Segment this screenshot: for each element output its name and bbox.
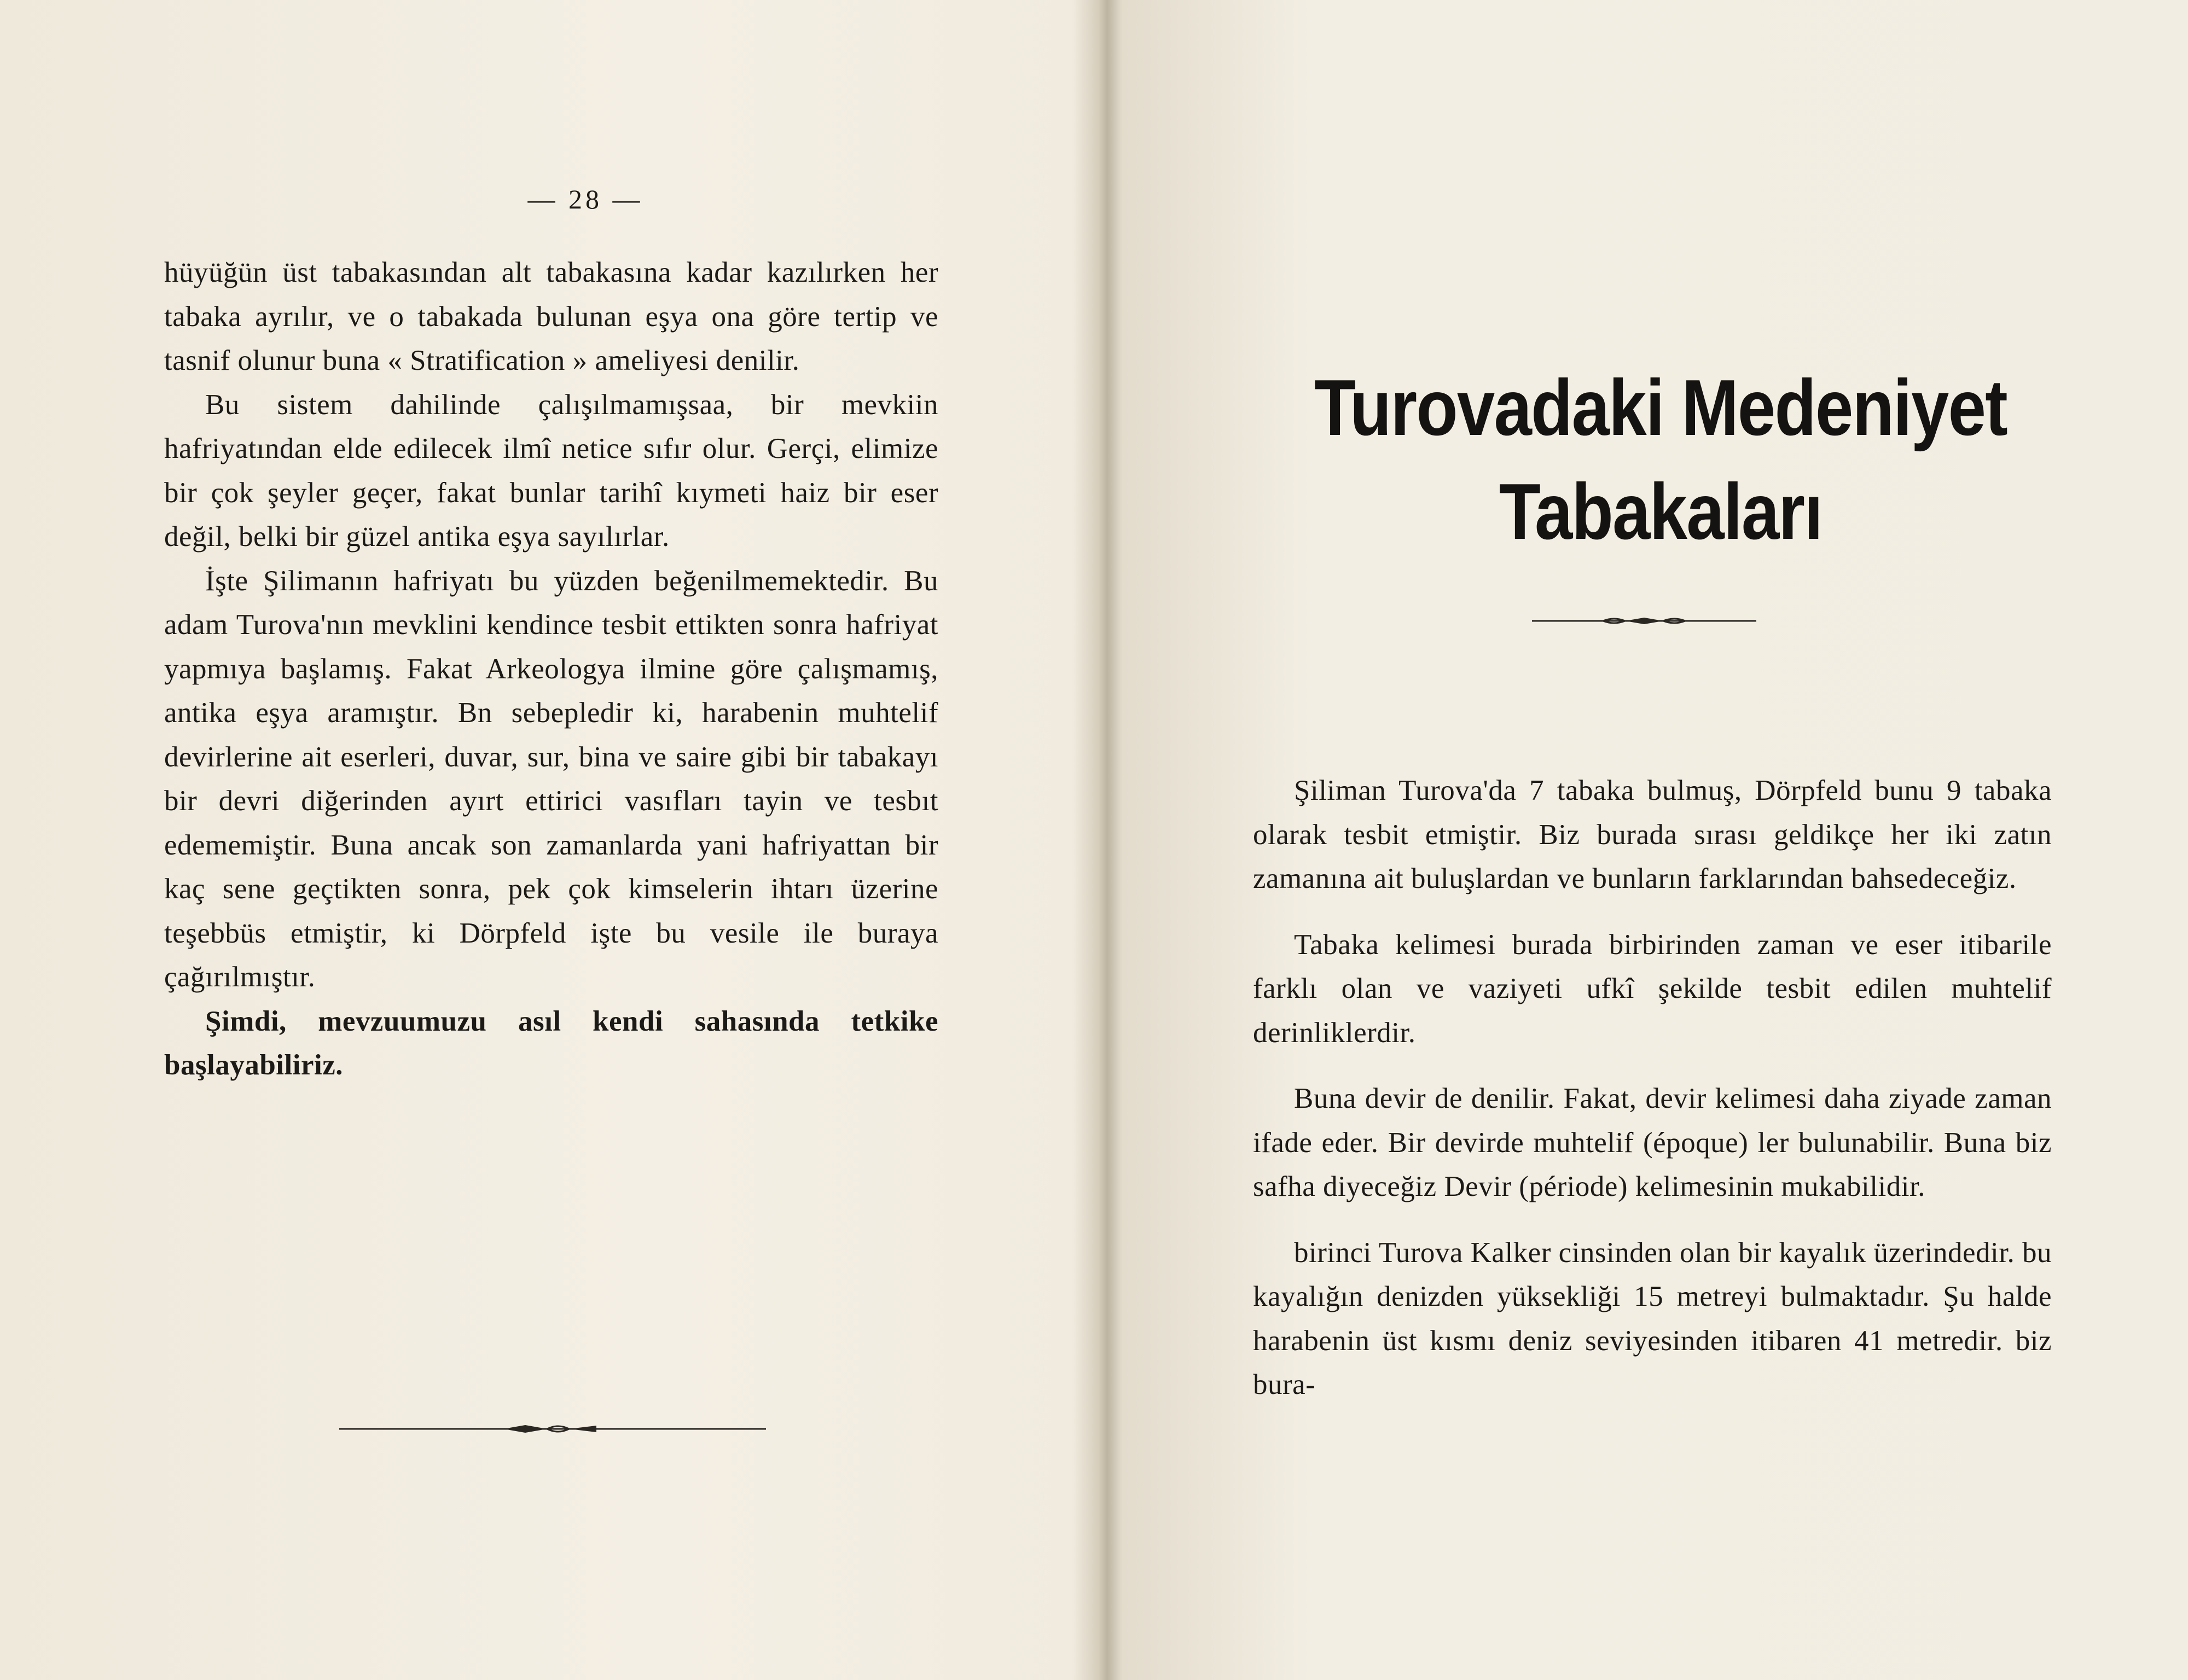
chapter-title-line: Turovadaki Medeniyet (1314, 363, 2007, 452)
ornamental-divider (339, 1422, 766, 1435)
left-page-text (164, 251, 938, 1088)
paragraph: birinci Turova Kalker cinsinden olan bir kayalık üzerindedir. bu kayalığın denizden yüksekliği 15 metreyi bulmaktadır. Şu halde harabenin üst kısmı deniz seviyesinden itibaren 41 metredir. biz bura- (1253, 1236, 2052, 1400)
paragraph: Şimdi, mevzuumuzu asıl kendi sahasında tetkike başlayabiliriz. (164, 1005, 938, 1081)
right-page (1119, 0, 2188, 1680)
paragraph: Şiliman Turova'da 7 tabaka bulmuş, Dörpfeld bunu 9 tabaka olarak tesbit etmiştir. Biz burada sırası geldikçe her iki zatın zamanına ait buluşlardan ve bunların farklarından bahsedeceğiz. (1253, 775, 2052, 894)
chapter-title-line: Tabakaları (1499, 467, 1823, 556)
right-page-text (1253, 769, 2052, 1407)
paragraph: İşte Şilimanın hafriyatı bu yüzden beğenilmemektedir. Bu adam Turova'nın mevklini kendince tesbit ettikten sonra hafriyat yapmıya başlamış. Fakat Arkeologya ilmine göre çalışmamış, antika eşya aramıştır. Bn sebepledir ki, harabenin muhtelif devirlerine ait eserleri, duvar, sur, bina ve saire gibi bir tabakayı bir devri diğerinden ayırt ettirici vasıfları tayin ve tesbıt edememiştir. Buna ancak son zamanlarda yani hafriyattan bir kaç sene geçtikten sonra, pek çok kimselerin ihtarı üzerine teşebbüs etmiştir, ki Dörpfeld işte bu vesile ile buraya çağırılmıştır. (164, 565, 938, 993)
ornamental-divider (1532, 615, 1756, 626)
paragraph: Buna devir de denilir. Fakat, devir kelimesi daha ziyade zaman ifade eder. Bir devirde muhtelif (époque) ler bulunabilir. Buna biz safha diyeceğiz Devir (période) kelimesinin mukabilidir. (1253, 1083, 2052, 1202)
paragraph: Bu sistem dahilinde çalışılmamışsaa, bir mevkiin hafriyatından elde edilecek ilmî netice sıfır olur. Gerçi, elimize bir çok şeyler geçer, fakat bunlar tarihî kıymeti haiz bir eser değil, belki bir güzel antika eşya sayılırlar. (164, 388, 938, 553)
chapter-title (1279, 356, 2041, 563)
paragraph: hüyüğün üst tabakasından alt tabakasına kadar kazılırken her tabaka ayrılır, ve o tabakada bulunan eşya ona göre tertip ve tasnif olunur buna « Stratification » ameliyesi denilir. (164, 257, 938, 376)
page-number: — 28 — (527, 184, 643, 214)
paragraph: Tabaka kelimesi burada birbirinden zaman ve eser itibarile farklı olan ve vaziyeti ufkî şekilde tesbit edilen muhtelif derinliklerdir. (1253, 928, 2052, 1049)
